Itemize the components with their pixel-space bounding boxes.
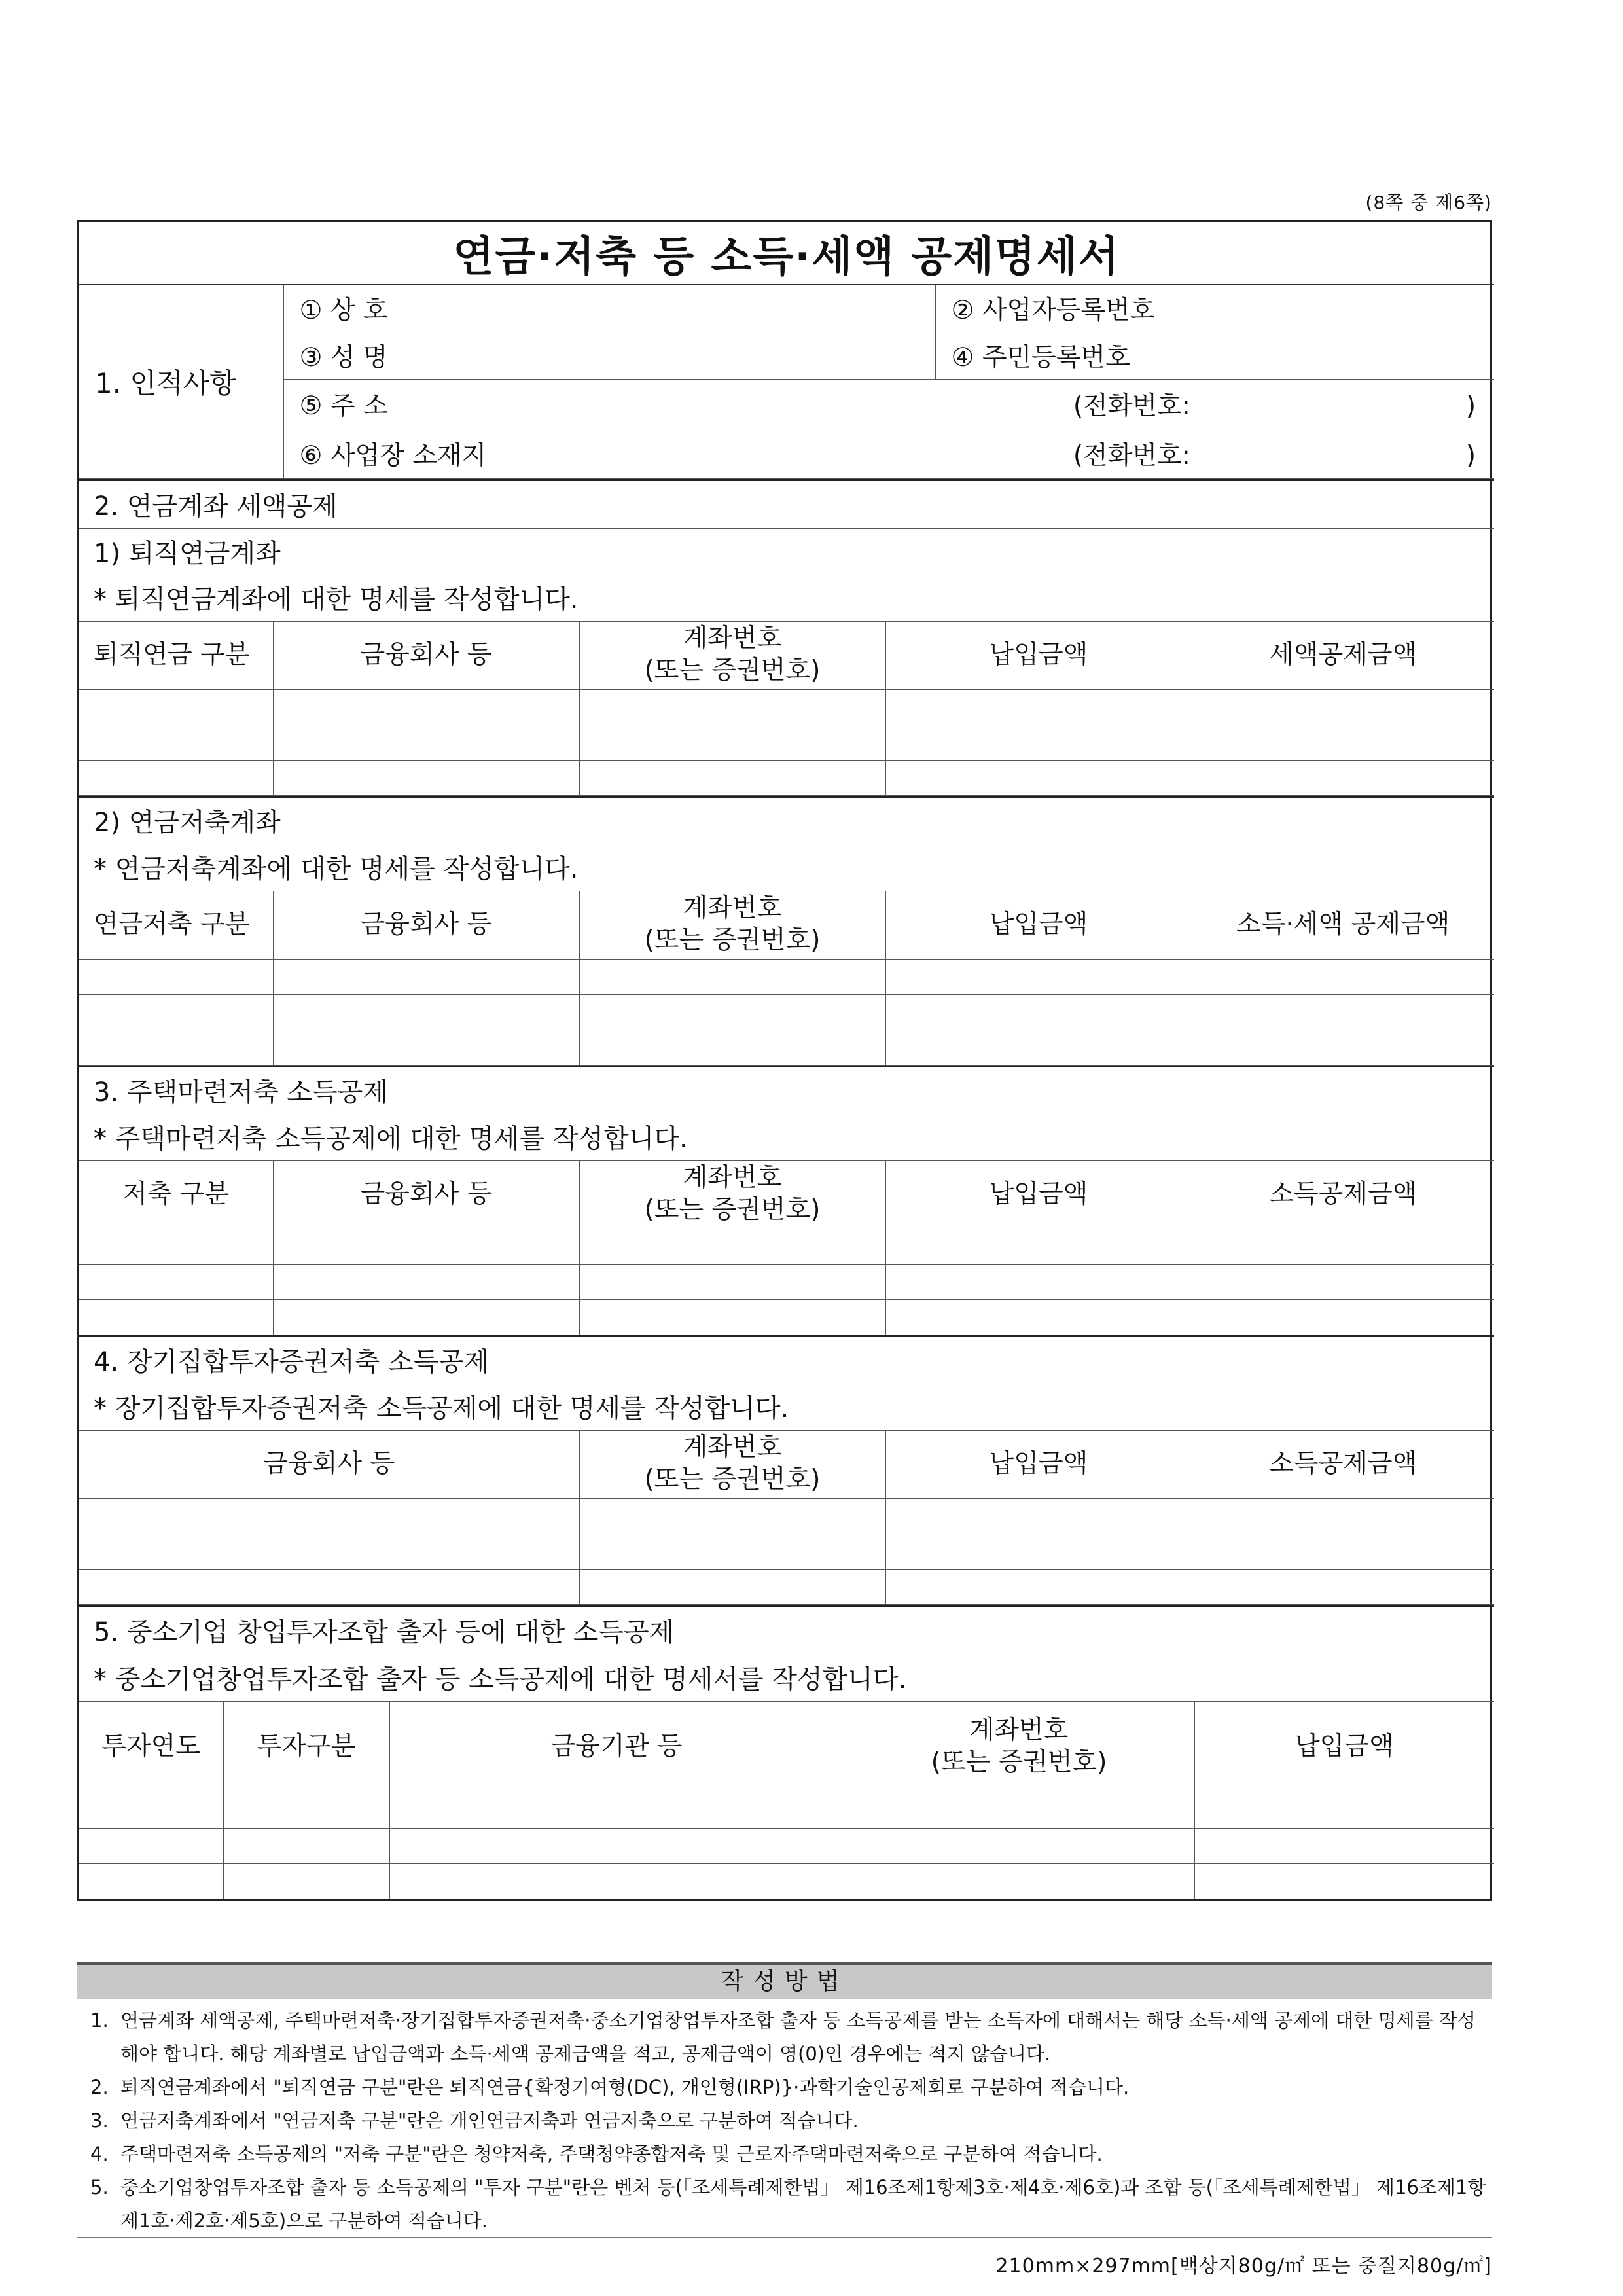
section-4-note: * 장기집합투자증권저축 소득공제에 대한 명세를 작성합니다. (79, 1383, 1494, 1430)
paper-spec: 210mm×297mm[백상지80g/㎡ 또는 중질지80g/㎡] (77, 2237, 1492, 2278)
col-payment: 납입금액 (1194, 1701, 1494, 1793)
section-2-2-title: 2) 연금저축계좌 (79, 797, 1494, 844)
field-label-workplace: ⑥ 사업장 소재지 (283, 429, 497, 478)
section-2-2-note: * 연금저축계좌에 대한 명세를 작성합니다. (79, 844, 1494, 891)
col-investment-year: 투자연도 (79, 1701, 223, 1793)
table-row (79, 725, 1494, 760)
address-input[interactable] (497, 379, 1494, 429)
field-label-business-no: ② 사업자등록번호 (935, 285, 1179, 332)
instructions-title: 작성방법 (77, 1962, 1492, 1999)
field-label-resident-no: ④ 주민등록번호 (935, 332, 1179, 379)
account-no-label: 계좌번호 (683, 624, 782, 654)
col-financial-institution: 금융기관 등 (389, 1701, 844, 1793)
instruction-item: 3. 연금저축계좌에서 "연금저축 구분"란은 개인연금저축과 연금저축으로 구분하여 적습니다. (90, 2109, 859, 2132)
col-investment-type: 투자구분 (223, 1701, 389, 1793)
section-5-table (79, 1605, 1494, 1899)
securities-no-label: (또는 증권번호) (931, 1748, 1107, 1777)
section-3-note: * 주택마련저축 소득공제에 대한 명세를 작성합니다. (79, 1113, 1494, 1160)
col-income-tax-deduction: 소득·세액 공제금액 (1192, 891, 1494, 959)
col-tax-credit: 세액공제금액 (1192, 621, 1494, 689)
col-financial-company: 금융회사 등 (273, 1160, 579, 1229)
col-financial-company: 금융회사 등 (273, 621, 579, 689)
col-payment: 납입금액 (885, 621, 1192, 689)
section-1-table (79, 222, 1494, 479)
resident-no-input[interactable] (1179, 332, 1494, 379)
table-row (79, 959, 1494, 994)
phone-label: (전화번호: (1073, 441, 1190, 471)
col-account-no (579, 891, 885, 959)
instructions-body (77, 1999, 1492, 2238)
col-payment: 납입금액 (885, 891, 1192, 959)
securities-no-label: (또는 증권번호) (644, 1465, 821, 1494)
section-5-note: * 중소기업창업투자조합 출자 등 소득공제에 대한 명세서를 작성합니다. (79, 1654, 1494, 1701)
col-payment: 납입금액 (885, 1430, 1192, 1498)
instruction-item: 1. 연금계좌 세액공제, 주택마련저축·장기집합투자증권저축·중소기업창업투자조합 출자 등 소득공제를 받는 소득자에 대해서는 해당 소득·세액 공제에 대한 명세를 작성해야 합니다. 해당 계좌별로 납입금액과 소득·세액 공제금액을 적고, 공제금액이 영(0)인 경우에는 적지 않습니다. (90, 2009, 1476, 2065)
field-label-company: ① 상 호 (283, 285, 497, 332)
table-row (79, 994, 1494, 1030)
col-payment: 납입금액 (885, 1160, 1192, 1229)
workplace-input[interactable] (497, 429, 1494, 478)
col-financial-company: 금융회사 등 (273, 891, 579, 959)
col-pension-type: 퇴직연금 구분 (79, 621, 273, 689)
section-2-title: 2. 연금계좌 세액공제 (79, 480, 1494, 528)
table-row (79, 1534, 1494, 1569)
col-account-no (579, 1160, 885, 1229)
instruction-item: 2. 퇴직연금계좌에서 "퇴직연금 구분"란은 퇴직연금{확정기여형(DC), 개인형(IRP)}·과학기술인공제회로 구분하여 적습니다. (90, 2076, 1130, 2098)
table-row (79, 1229, 1494, 1264)
instruction-item: 5. 중소기업창업투자조합 출자 등 소득공제의 "투자 구분"란은 벤처 등(「조세특례제한법」 제16조제1항제3호·제4호·제6호)과 조합 등(「조세특례제한법」 제16조제1항제1호·제2호·제5호)으로 구분하여 적습니다. (90, 2176, 1486, 2232)
col-account-no (579, 1430, 885, 1498)
table-row (79, 1299, 1494, 1335)
section-4-title: 4. 장기집합투자증권저축 소득공제 (79, 1336, 1494, 1383)
account-no-label: 계좌번호 (683, 1433, 782, 1463)
col-account-no (579, 621, 885, 689)
securities-no-label: (또는 증권번호) (644, 656, 821, 685)
table-row (79, 1264, 1494, 1299)
field-label-address: ⑤ 주 소 (283, 379, 497, 429)
section-5-title: 5. 중소기업 창업투자조합 출자 등에 대한 소득공제 (79, 1605, 1494, 1654)
table-row (79, 1828, 1494, 1863)
instructions (77, 1962, 1492, 2238)
col-savings-kind: 저축 구분 (79, 1160, 273, 1229)
phone-close: ) (1465, 441, 1476, 471)
section-3-title: 3. 주택마련저축 소득공제 (79, 1066, 1494, 1113)
table-row (79, 1863, 1494, 1899)
account-no-label: 계좌번호 (683, 1163, 782, 1193)
section-2-1-note: * 퇴직연금계좌에 대한 명세를 작성합니다. (79, 574, 1494, 621)
account-no-label: 계좌번호 (969, 1715, 1069, 1746)
col-income-deduction: 소득공제금액 (1192, 1160, 1494, 1229)
section-2-2-table (79, 796, 1494, 1066)
table-row (79, 1569, 1494, 1604)
securities-no-label: (또는 증권번호) (644, 925, 821, 955)
phone-close: ) (1465, 391, 1476, 421)
col-financial-company: 금융회사 등 (79, 1430, 579, 1498)
section-2-table (79, 479, 1494, 796)
company-input[interactable] (497, 285, 935, 332)
table-row (79, 1030, 1494, 1065)
page-number: (8쪽 중 제6쪽) (1365, 192, 1492, 213)
phone-label: (전화번호: (1073, 391, 1190, 421)
col-savings-type: 연금저축 구분 (79, 891, 273, 959)
col-income-deduction: 소득공제금액 (1192, 1430, 1494, 1498)
table-row (79, 689, 1494, 725)
account-no-label: 계좌번호 (683, 893, 782, 924)
field-label-name: ③ 성 명 (283, 332, 497, 379)
section-1-label: 1. 인적사항 (79, 285, 283, 478)
table-row (79, 760, 1494, 795)
section-2-1-title: 1) 퇴직연금계좌 (79, 528, 1494, 574)
instruction-item: 4. 주택마련저축 소득공제의 "저축 구분"란은 청약저축, 주택청약종합저축 및 근로자주택마련저축으로 구분하여 적습니다. (90, 2143, 1103, 2165)
deduction-form (77, 220, 1492, 1901)
name-input[interactable] (497, 332, 935, 379)
business-no-input[interactable] (1179, 285, 1494, 332)
section-3-table (79, 1066, 1494, 1335)
section-4-table (79, 1335, 1494, 1605)
col-account-no (844, 1701, 1194, 1793)
table-row (79, 1498, 1494, 1534)
securities-no-label: (또는 증권번호) (644, 1195, 821, 1225)
table-row (79, 1793, 1494, 1828)
form-title: 연금·저축 등 소득·세액 공제명세서 (79, 222, 1494, 285)
